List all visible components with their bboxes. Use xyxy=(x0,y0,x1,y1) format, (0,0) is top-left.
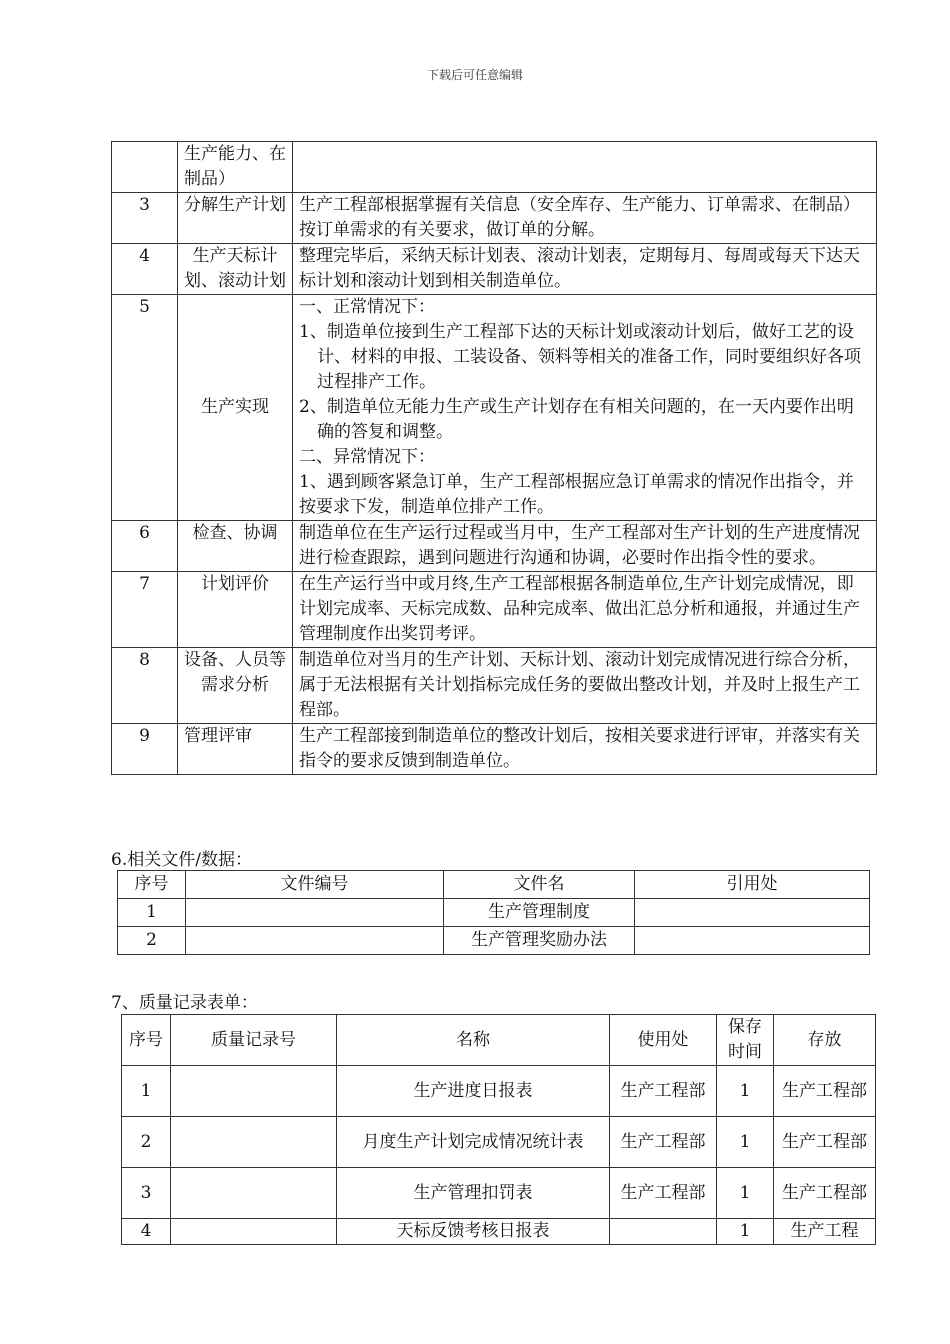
column-header: 保存时间 xyxy=(717,1015,774,1066)
table-cell: 3 xyxy=(122,1168,171,1219)
description-line: 制造单位在生产运行过程或当月中，生产工程部对生产计划的生产进度情况进行检查跟踪，遇到问题进行沟通和协调，必要时作出指令性的要求。 xyxy=(299,523,860,568)
table-cell: 1 xyxy=(717,1066,774,1117)
page-header: 下载后可任意编辑 xyxy=(426,68,523,82)
table-row xyxy=(118,899,870,927)
step-description xyxy=(293,648,877,724)
step-name: 生产天标计划、滚动计划 xyxy=(178,244,293,295)
table-cell xyxy=(171,1168,337,1219)
description-line: 一、正常情况下： xyxy=(299,297,435,317)
table-cell xyxy=(171,1117,337,1168)
table-row xyxy=(122,1219,876,1245)
table-row xyxy=(112,521,877,572)
table-cell: 生产工程部 xyxy=(610,1066,717,1117)
description-line: 生产工程部接到制造单位的整改计划后，按相关要求进行评审，并落实有关指令的要求反馈到制造单位。 xyxy=(299,726,860,771)
step-description xyxy=(293,142,877,193)
table-cell: 2 xyxy=(118,927,186,955)
step-name: 生产能力、在制品） xyxy=(178,142,293,193)
step-number: 9 xyxy=(112,724,178,775)
column-header: 引用处 xyxy=(635,871,870,899)
table-cell: 1 xyxy=(122,1066,171,1117)
description-line: 制造单位对当月的生产计划、天标计划、滚动计划完成情况进行综合分析，属于无法根据有关计划指标完成任务的要做出整改计划，并及时上报生产工程部。 xyxy=(299,650,860,720)
table-cell xyxy=(635,927,870,955)
step-description xyxy=(293,724,877,775)
step-name: 分解生产计划 xyxy=(178,193,293,244)
step-description xyxy=(293,295,877,521)
column-header: 名称 xyxy=(337,1015,610,1066)
column-header: 序号 xyxy=(118,871,186,899)
step-number: 4 xyxy=(112,244,178,295)
table-cell: 生产工程部 xyxy=(774,1066,876,1117)
step-name: 生产实现 xyxy=(178,295,293,521)
table-cell: 生产工程部 xyxy=(610,1168,717,1219)
description-line: 1、制造单位接到生产工程部下达的天标计划或滚动计划后，做好工艺的设计、材料的申报、工装设备、领料等相关的准备工作，同时要组织好各项过程排产工作。 xyxy=(299,322,861,392)
step-description xyxy=(293,244,877,295)
column-header: 文件名 xyxy=(444,871,635,899)
table-cell xyxy=(171,1066,337,1117)
table-cell xyxy=(610,1219,717,1245)
step-name: 检查、协调 xyxy=(178,521,293,572)
table-cell: 生产进度日报表 xyxy=(337,1066,610,1117)
step-name: 设备、人员等需求分析 xyxy=(178,648,293,724)
step-number: 5 xyxy=(112,295,178,521)
table-cell: 生产管理扣罚表 xyxy=(337,1168,610,1219)
table-cell: 2 xyxy=(122,1117,171,1168)
step-number: 8 xyxy=(112,648,178,724)
table-row xyxy=(112,244,877,295)
table-row xyxy=(122,1168,876,1219)
table-row xyxy=(112,648,877,724)
table-row xyxy=(112,142,877,193)
description-line: 生产工程部根据掌握有关信息（安全库存、生产能力、订单需求、在制品）按订单需求的有关要求，做订单的分解。 xyxy=(299,195,860,240)
process-table xyxy=(111,141,877,775)
table-row xyxy=(122,1066,876,1117)
step-number: 6 xyxy=(112,521,178,572)
table-cell: 生产工程 xyxy=(774,1219,876,1245)
table-row xyxy=(122,1117,876,1168)
description-line: 2、制造单位无能力生产或生产计划存在有相关问题的，在一天内要作出明确的答复和调整。 xyxy=(299,397,854,442)
table-row xyxy=(118,927,870,955)
table-row xyxy=(112,193,877,244)
table-cell: 月度生产计划完成情况统计表 xyxy=(337,1117,610,1168)
table-row xyxy=(112,295,877,521)
table-cell: 1 xyxy=(717,1219,774,1245)
description-line: 整理完毕后，采纳天标计划表、滚动计划表，定期每月、每周或每天下达天标计划和滚动计划到相关制造单位。 xyxy=(299,246,860,291)
table-cell: 1 xyxy=(717,1117,774,1168)
step-number: 3 xyxy=(112,193,178,244)
quality-records-table xyxy=(121,1014,876,1245)
table-cell: 生产工程部 xyxy=(610,1117,717,1168)
description-line: 1、遇到顾客紧急订单，生产工程部根据应急订单需求的情况作出指令，并按要求下发，制造单位排产工作。 xyxy=(299,472,854,517)
step-description xyxy=(293,193,877,244)
table-cell: 1 xyxy=(118,899,186,927)
table-cell: 4 xyxy=(122,1219,171,1245)
column-header: 使用处 xyxy=(610,1015,717,1066)
table-cell xyxy=(171,1219,337,1245)
column-header: 质量记录号 xyxy=(171,1015,337,1066)
table-row xyxy=(112,572,877,648)
step-name: 计划评价 xyxy=(178,572,293,648)
column-header: 文件编号 xyxy=(186,871,444,899)
step-description xyxy=(293,521,877,572)
table-cell: 1 xyxy=(717,1168,774,1219)
section-7-title: 7、质量记录表单： xyxy=(111,993,258,1013)
table-cell xyxy=(186,927,444,955)
table-cell xyxy=(635,899,870,927)
table-cell xyxy=(186,899,444,927)
table-row xyxy=(112,724,877,775)
step-number: 7 xyxy=(112,572,178,648)
description-line: 在生产运行当中或月终,生产工程部根据各制造单位,生产计划完成情况，即计划完成率、天标完成数、品种完成率、做出汇总分析和通报，并通过生产管理制度作出奖罚考评。 xyxy=(299,574,860,644)
table-cell: 生产工程部 xyxy=(774,1168,876,1219)
related-documents-table xyxy=(117,870,870,955)
description-line: 二、异常情况下： xyxy=(299,447,435,467)
table-cell: 生产管理奖励办法 xyxy=(444,927,635,955)
step-name: 管理评审 xyxy=(178,724,293,775)
table-cell: 生产工程部 xyxy=(774,1117,876,1168)
step-number xyxy=(112,142,178,193)
column-header: 序号 xyxy=(122,1015,171,1066)
column-header: 存放 xyxy=(774,1015,876,1066)
table-cell: 生产管理制度 xyxy=(444,899,635,927)
table-cell: 天标反馈考核日报表 xyxy=(337,1219,610,1245)
section-6-title: 6.相关文件/数据： xyxy=(111,850,252,870)
step-description xyxy=(293,572,877,648)
